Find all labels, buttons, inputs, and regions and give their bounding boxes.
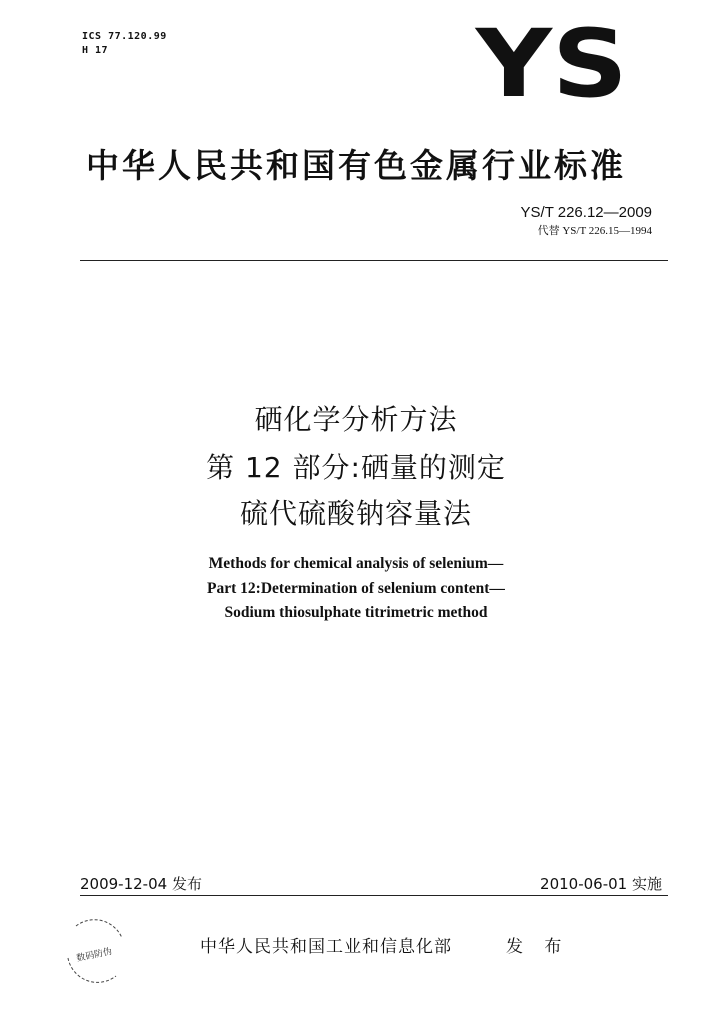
issue-label: 发 布 [506,937,570,957]
bottom-divider [80,895,668,896]
issue-date: 2009-12-04 发布 [80,875,202,893]
ics-code: ICS 77.120.99 [82,31,167,42]
cn-title-line-2: 第 12 部分:硒量的测定 [206,451,506,484]
issuing-authority: 中华人民共和国工业和信息化部 [200,937,452,957]
anti-counterfeit-stamp-icon [56,918,136,988]
svg-text:数码防伪: 数码防伪 [75,946,114,965]
en-title-line-1: Methods for chemical analysis of selenium— [208,555,504,572]
top-divider [80,260,668,261]
en-title-line-2: Part 12:Determination of selenium content— [207,580,505,597]
implementation-date: 2010-06-01 实施 [540,875,662,893]
replaces-standard: 代替 YS/T 226.15—1994 [537,225,652,237]
cn-title-line-3: 硫代硫酸钠容量法 [239,497,472,530]
org-title: 中华人民共和国有色金属行业标准 [86,146,626,185]
cn-title-line-1: 硒化学分析方法 [254,403,458,436]
ys-logo: YS [475,10,628,119]
en-title-line-3: Sodium thiosulphate titrimetric method [224,604,488,621]
standard-number: YS/T 226.12—2009 [520,204,652,221]
ccs-code: H 17 [82,45,109,56]
